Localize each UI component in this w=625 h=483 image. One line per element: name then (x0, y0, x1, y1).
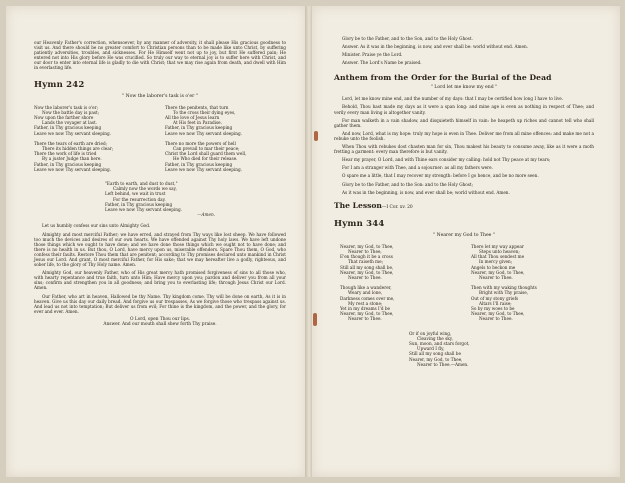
left-page-content (34, 40, 286, 328)
gloria-answer: Answer. As it was in the beginning, is now, and ever shall be: world without end. Amen. (342, 44, 528, 50)
verse-line: There the work of life is tried (34, 151, 97, 157)
verse-line: There no more the powers of hell (165, 140, 236, 146)
hymn-344-final-stanza (409, 331, 519, 367)
verse-line: Angels to beckon me (471, 264, 516, 270)
verse-line: Nearer, my God, to Thee, (471, 311, 525, 317)
verse-line: Nearer, my God, to Thee, (409, 356, 463, 362)
verse-line: Leave we now Thy servant sleeping. (165, 166, 243, 172)
anthem-verse: For I am a stranger with Thee, and a sojourner: as all my fathers were. (342, 165, 493, 171)
confession-invitation: Let us humbly confess our sins unto Almighty God. (42, 223, 151, 229)
verse-line: Nearer to Thee. (479, 316, 513, 322)
verse-line: Leave we now Thy servant sleeping. (105, 207, 183, 213)
anthem-verse: As it was in the beginning, is now, and ever shall be; world without end. Amen. (342, 189, 510, 195)
verse-line: Nearer, my God, to Thee, (340, 269, 394, 275)
verse-line: Nearer to Thee. (348, 274, 382, 280)
hymn-344-column-right (471, 244, 588, 327)
response: Answer. And our mouth shall shew forth Thy praise. (103, 322, 217, 328)
verse-line: So by my woes to be (471, 305, 515, 311)
verse-line: Lands the voyager at last. (42, 120, 98, 126)
verse-line: Calmly now the words we say, (113, 186, 177, 192)
verse-line: Leave we now Thy servant sleeping. (165, 130, 243, 136)
anthem-subtitle: " Lord let me know my end " (430, 85, 498, 91)
verse-line: Out of my stony griefs (471, 295, 519, 301)
stanza (471, 285, 588, 321)
verse-line: Altars I'll raise; (479, 300, 512, 306)
stanza (165, 105, 286, 136)
verse-line: Still all my song shall be (409, 351, 461, 357)
verse-line: Or if on joyful wing, (409, 330, 452, 336)
verse-line: Father, in Thy gracious keeping (34, 125, 102, 131)
hymn-344-stanzas (334, 244, 594, 327)
verse-line: Weary and lone, (348, 290, 383, 296)
intro-paragraph: our Heavenly Father's correction, whensoever, by any manner of adversity, it shall please His gracious goodness to visit us. And there should be no greater comfort to Christian persons than to be made like unto Christ, by suffering patiently adversities, troubles, and sicknesses. For He Himself went not up to joy, but first He suffered pain; He entered not into His glory before He was crucified. So truly our way to eternal joy is to suffer here with Christ, and our door to enter into eternal life is gladly to die with Christ; that we may rise again from death, and dwell with Him in everlasting life. (34, 40, 286, 71)
anthem-verse: For man walketh in a vain shadow, and disquieteth himself in vain: he heapeth up riches and cannot tell who shall gather them. (334, 117, 594, 128)
verse-line: Cleaving the sky, (417, 335, 453, 341)
hymn-344-title: Hymn 344 (334, 218, 385, 229)
verse-line: Sun, moon, and stars forgot, (409, 340, 470, 346)
verse-line: There let my way appear (471, 243, 524, 249)
stanza (34, 105, 155, 136)
verse-line: "Earth to earth, and dust to dust," (105, 181, 178, 186)
anthem-verse: Glory be to the Father, and to the Son: and to the Holy Ghost; (342, 181, 473, 187)
versicle: O Lord, open Thou our lips. (129, 316, 191, 322)
verse-line: Nearer to Thee. (348, 316, 382, 322)
verse-line: Nearer, my God, to Thee, (340, 243, 394, 249)
hymn-242-column-right (165, 105, 286, 177)
answer-line: Answer. The Lord's Name be praised. (342, 60, 422, 66)
verse-line: At His feet in Paradise. (173, 120, 222, 126)
anthem-verse: Hear my prayer, O Lord, and with Thine ears consider my calling: hold not Thy peace at my tears; (342, 157, 551, 163)
hymn-242-subtitle: " Now the laborer's task is o'er " (122, 93, 198, 99)
stanza (34, 141, 155, 172)
verse-line: Then with my waking thoughts (471, 285, 537, 291)
verse-line: All that Thou sendest me (471, 254, 525, 260)
hymn-344-column-left (340, 244, 457, 327)
anthem-text (334, 96, 594, 194)
anthem-verse: When Thou with rebukes dost chasten man for sin, Thou makest his beauty to consume away, like as it were a moth fretting a garment: every man therefore is but vanity. (334, 144, 594, 155)
verse-line: Father, in Thy gracious keeping (165, 161, 233, 167)
anthem-verse: Behold, Thou hast made my days as it were a span long: and mine age is even as nothing in respect of Thee; and verily every man living is altogether vanity. (334, 104, 594, 115)
verse-line: There the tears of earth are dried; (34, 140, 108, 146)
verse-line: Father, in Thy gracious keeping (105, 201, 173, 207)
verse-line: Leave we now Thy servant sleeping. (34, 130, 112, 136)
lesson-title: The Lesson (334, 200, 382, 210)
verse-line: In mercy given; (479, 259, 513, 265)
left-page (6, 6, 306, 477)
anthem-verse: And now, Lord, what is my hope: truly my hope is even in Thee. Deliver me from all mine offences: and make me not a rebuke unto the foolish. (334, 130, 594, 141)
stanza (340, 285, 457, 321)
verse-line: By a juster Judge than here. (42, 156, 102, 162)
stanza (471, 244, 588, 280)
verse-line: All the love of Jesus learn (165, 114, 220, 120)
verse-line: To the cross their dying eyes, (173, 109, 236, 115)
verse-line: Still all my song shall be, (340, 264, 394, 270)
verse-line: He Who died for their release. (173, 156, 238, 162)
lesson-reference: —I Cor. xv. 20 (381, 204, 413, 210)
verse-line: Bright with Thy praise, (479, 290, 529, 296)
hymn-242-title: Hymn 242 (34, 79, 85, 90)
verse-line: Steps unto heaven; (479, 248, 520, 254)
absolution: Almighty God, our heavenly Father, who of His great mercy hath promised forgiveness of sins to all those who, with hearty repentance and true faith, turn unto Him; Have mercy upon you; pardon and deliver you from all your sins; confirm and strengthen you in all goodness; and bring you to everlasting life; through Jesus Christ our Lord. Amen. (34, 270, 286, 291)
anthem-verse: Lord, let me know mine end, and the number of my days: that I may be certified how long I have to live. (342, 96, 564, 102)
verse-line: Father, in Thy gracious keeping (165, 125, 233, 131)
amen-label: —Amen. (197, 212, 215, 218)
stanza (165, 141, 286, 172)
verse-line: Nearer, my God, to Thee, (471, 269, 525, 275)
verse-line: There its hidden things are clear; (42, 145, 114, 151)
verse-line: That raiseth me; (348, 259, 384, 265)
lords-prayer: Our Father, who art in heaven, Hallowed be thy Name. Thy kingdom come. Thy will be done on earth, As it is in heaven. Give us this day our daily bread. And forgive us our trespasses, As we forgive those who trespass against us. And lead us not into temptation; But deliver us from evil; For thine is the kingdom, and the power, and the glory, for ever and ever. Amen. (34, 293, 286, 314)
hymn-242-stanzas (34, 105, 286, 177)
verse-line: Now the battle day is past; (42, 109, 100, 115)
verse-line: Christ the Lord shall guard them well, (165, 151, 247, 157)
binding-thread-mark (313, 313, 317, 326)
verse-line: For the resurrection day. (113, 196, 166, 202)
verse-line: Nearer to Thee.—Amen. (417, 361, 469, 367)
verse-line: Leave we now Thy servant sleeping. (34, 166, 112, 172)
hymn-344-subtitle: " Nearer my God to Thee " (433, 232, 495, 238)
hymn-242-final-stanza (105, 181, 215, 217)
verse-line: Now upon the farther shore (34, 114, 94, 120)
verse-line: Though like a wanderer, (340, 285, 392, 291)
verse-line: Now the laborer's task is o'er; (34, 104, 99, 110)
gloria-line: Glory be to the Father, and to the Son, and to the Holy Ghost. (342, 36, 473, 41)
right-page-content (334, 36, 594, 373)
stanza (340, 244, 457, 280)
hymn-242-column-left (34, 105, 155, 177)
anthem-title: Anthem from the Order for the Burial of the Dead (334, 73, 552, 83)
binding-thread-mark (314, 131, 318, 141)
verse-line: Nearer to Thee. (479, 274, 513, 280)
verse-line: My rest a stone; (348, 300, 383, 306)
lesson-heading (334, 201, 594, 210)
verse-line: E'en though it be a cross (340, 254, 393, 260)
verse-line: Yet in my dreams I'd be (340, 305, 391, 311)
verse-line: Upward I fly, (417, 346, 445, 352)
anthem-verse: O spare me a little, that I may recover my strength: before I go hence, and be no more seen. (342, 173, 539, 179)
verse-line: Nearer, my God, to Thee, (340, 311, 394, 317)
verse-line: Nearer to Thee, (348, 248, 382, 254)
general-confession: Almighty and most merciful Father; we have erred, and strayed from Thy ways like lost sheep. We have followed too much the devices and desires of our own hearts. We have offended against Thy holy laws. We have left undone those things which we ought to have done; and we have done those things which we ought not to have done; and there is no health in us. But thou, O Lord, have mercy upon us, miserable offenders. Spare Thou them, O God, who confess their faults. Restore Thou them that are penitent; according to Thy promises declared unto mankind in Christ Jesus our Lord. And grant, O most merciful Father, for His sake; that we may hereafter live a godly, righteous, and sober life, to the glory of Thy Holy name. Amen. (34, 231, 286, 268)
verse-line: Father, in Thy gracious keeping (34, 161, 102, 167)
verse-line: There the penitents, that turn (165, 104, 229, 110)
verse-line: Darkness comes over me, (340, 295, 395, 301)
minister-line: Minister. Praise ye the Lord. (342, 52, 403, 58)
verse-line: Can prevail to mar their peace; (173, 145, 240, 151)
verse-line: Left behind, we wait in trust (105, 191, 166, 197)
right-page (312, 6, 620, 477)
